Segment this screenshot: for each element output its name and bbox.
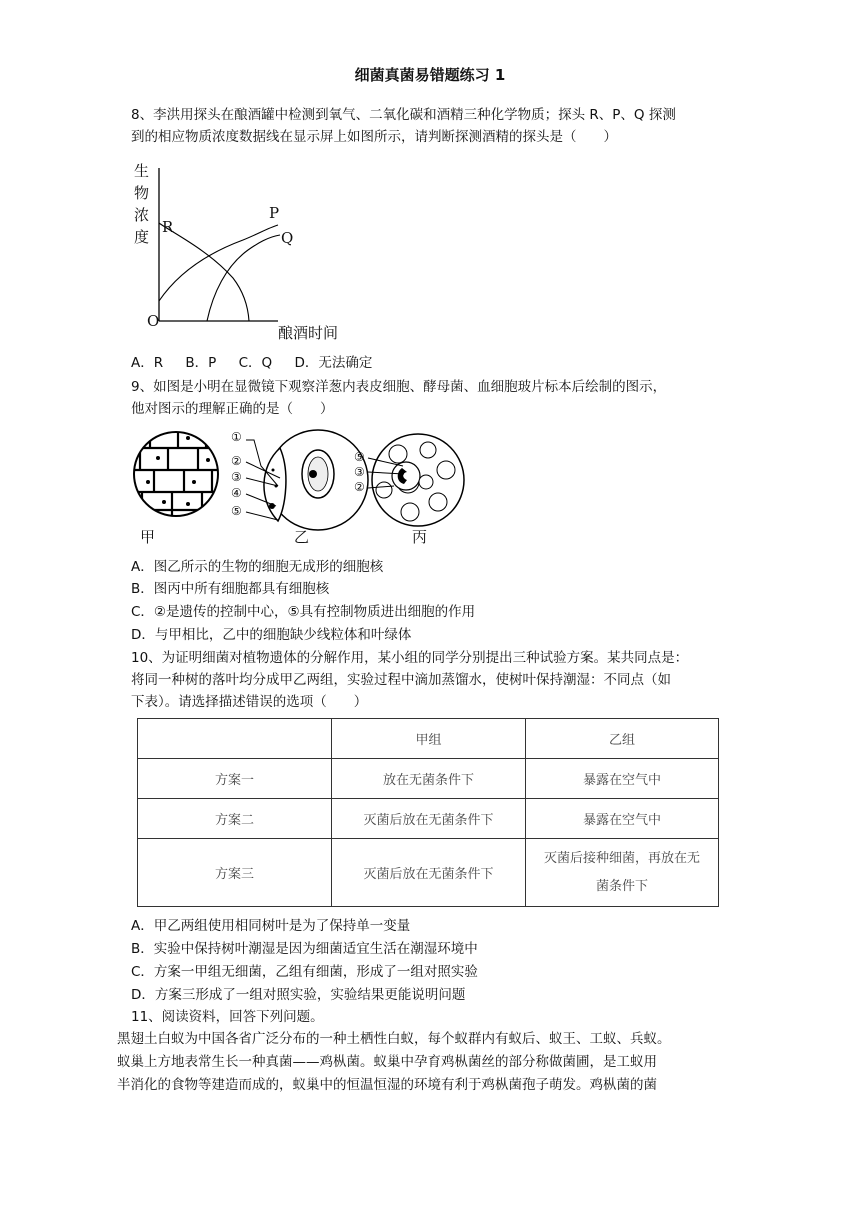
q9-stem-line1: 9、如图是小明在显微镜下观察洋葱内表皮细胞、酵母菌、血细胞玻片标本后绘制的图示，	[131, 379, 667, 395]
q8-stem-line2: 到的相应物质浓度数据线在显示屏上如图所示，请判断探测酒精的探头是（ ）	[131, 129, 617, 145]
curve-label-p: P	[269, 204, 280, 222]
table-row	[138, 839, 719, 907]
fig-label-4: ④	[231, 486, 242, 500]
row3-yi	[526, 839, 719, 907]
q11-paragraph-line2: 蚁巢上方地表常生长一种真菌——鸡枞菌。蚁巢中孕育鸡枞菌丝的部分称做菌圃，是工蚁用	[117, 1054, 657, 1070]
header-cell-empty	[138, 719, 332, 759]
q8-stem-line1: 8、李洪用探头在酿酒罐中检测到氧气、二氧化碳和酒精三种化学物质；探头 R、P、Q 探测	[131, 107, 676, 123]
x-axis-label: 酿酒时间	[278, 324, 339, 342]
row3-plan: 方案三	[138, 839, 332, 907]
curve-p	[159, 225, 278, 301]
fig-label-right-3: ③	[354, 465, 365, 479]
q9-option-d[interactable]: D．与甲相比，乙中的细胞缺少线粒体和叶绿体	[131, 627, 412, 643]
table-row	[138, 799, 719, 839]
curve-label-r: R	[162, 218, 174, 236]
q10-option-c[interactable]: C．方案一甲组无细菌，乙组有细菌，形成了一组对照实验	[131, 964, 478, 980]
row3-jia: 灭菌后放在无菌条件下	[332, 839, 526, 907]
curve-q	[207, 235, 280, 321]
origin-label: O	[147, 312, 160, 330]
figure-bing-blood-cells	[372, 434, 464, 526]
fig-label-right-2: ②	[354, 480, 365, 494]
q8-graph-svg	[128, 158, 368, 344]
row2-jia: 灭菌后放在无菌条件下	[332, 799, 526, 839]
q10-stem-line3: 下表）。请选择描述错误的选项（ ）	[131, 694, 368, 710]
q10-experiment-table	[137, 718, 719, 907]
q9-option-c[interactable]: C．②是遗传的控制中心，⑤具有控制物质进出细胞的作用	[131, 604, 476, 620]
curve-label-q: Q	[281, 229, 294, 247]
fig-label-3: ③	[231, 470, 242, 484]
q10-stem-line1: 10、为证明细菌对植物遗体的分解作用，某小组的同学分别提出三种试验方案。某共同点是：	[131, 650, 689, 666]
q9-option-b[interactable]: B．图丙中所有细胞都具有细胞核	[131, 581, 330, 597]
q8-options	[131, 354, 731, 372]
ylabel-char-2: 物	[134, 184, 150, 202]
curve-r	[159, 223, 249, 321]
q10-option-b[interactable]: B．实验中保持树叶潮湿是因为细菌适宜生活在潮湿环境中	[131, 941, 478, 957]
ylabel-char-3: 浓	[134, 206, 150, 224]
q11-paragraph-line3: 半消化的食物等建造而成的，蚁巢中的恒温恒湿的环境有利于鸡枞菌孢子萌发。鸡枞菌的菌	[117, 1077, 657, 1093]
ylabel-char-1: 生	[134, 162, 150, 180]
row3-yi-line1: 灭菌后接种细菌，再放在无	[543, 850, 700, 866]
table-row	[138, 759, 719, 799]
row2-yi: 暴露在空气中	[526, 799, 719, 839]
q11-stem: 11、阅读资料，回答下列问题。	[131, 1009, 324, 1025]
caption-yi: 乙	[294, 528, 310, 546]
fig-label-5: ⑤	[231, 504, 242, 518]
row3-yi-line2: 菌条件下	[595, 878, 648, 894]
q9-stem-line2: 他对图示的理解正确的是（ ）	[131, 401, 334, 417]
header-cell-jia: 甲组	[332, 719, 526, 759]
row1-yi: 暴露在空气中	[526, 759, 719, 799]
caption-bing: 丙	[412, 528, 428, 546]
fig-label-2: ②	[231, 454, 242, 468]
caption-jia: 甲	[140, 528, 156, 546]
header-cell-yi: 乙组	[526, 719, 719, 759]
q8-option-d[interactable]: D．无法确定	[294, 355, 373, 371]
q11-paragraph-line1: 黑翅土白蚁为中国各省广泛分布的一种土栖性白蚁，每个蚁群内有蚁后、蚁王、工蚁、兵蚁。	[117, 1031, 671, 1047]
q10-option-a[interactable]: A．甲乙两组使用相同树叶是为了保持单一变量	[131, 918, 411, 934]
row1-jia: 放在无菌条件下	[332, 759, 526, 799]
q8-option-c[interactable]: C．Q	[238, 355, 273, 371]
q8-option-b[interactable]: B．P	[185, 355, 217, 371]
figure-yi-yeast	[264, 430, 368, 530]
fig-label-1: ①	[231, 430, 242, 444]
row1-plan: 方案一	[138, 759, 332, 799]
q9-option-a[interactable]: A．图乙所示的生物的细胞无成形的细胞核	[131, 559, 384, 575]
q10-option-d[interactable]: D．方案三形成了一组对照实验，实验结果更能说明问题	[131, 987, 466, 1003]
row2-plan: 方案二	[138, 799, 332, 839]
figure-jia-onion-cells	[128, 426, 224, 522]
page-title: 细菌真菌易错题练习 1	[354, 66, 506, 84]
ylabel-char-4: 度	[134, 228, 150, 246]
q8-concentration-graph	[128, 158, 368, 344]
fig-label-right-5: ⑤	[354, 450, 365, 464]
q8-option-a[interactable]: A．R	[131, 355, 164, 371]
q10-stem-line2: 将同一种树的落叶均分成甲乙两组，实验过程中滴加蒸馏水，使树叶保持潮湿：不同点（如	[131, 672, 671, 688]
q9-cell-figure	[128, 426, 468, 548]
table-header-row	[138, 719, 719, 759]
